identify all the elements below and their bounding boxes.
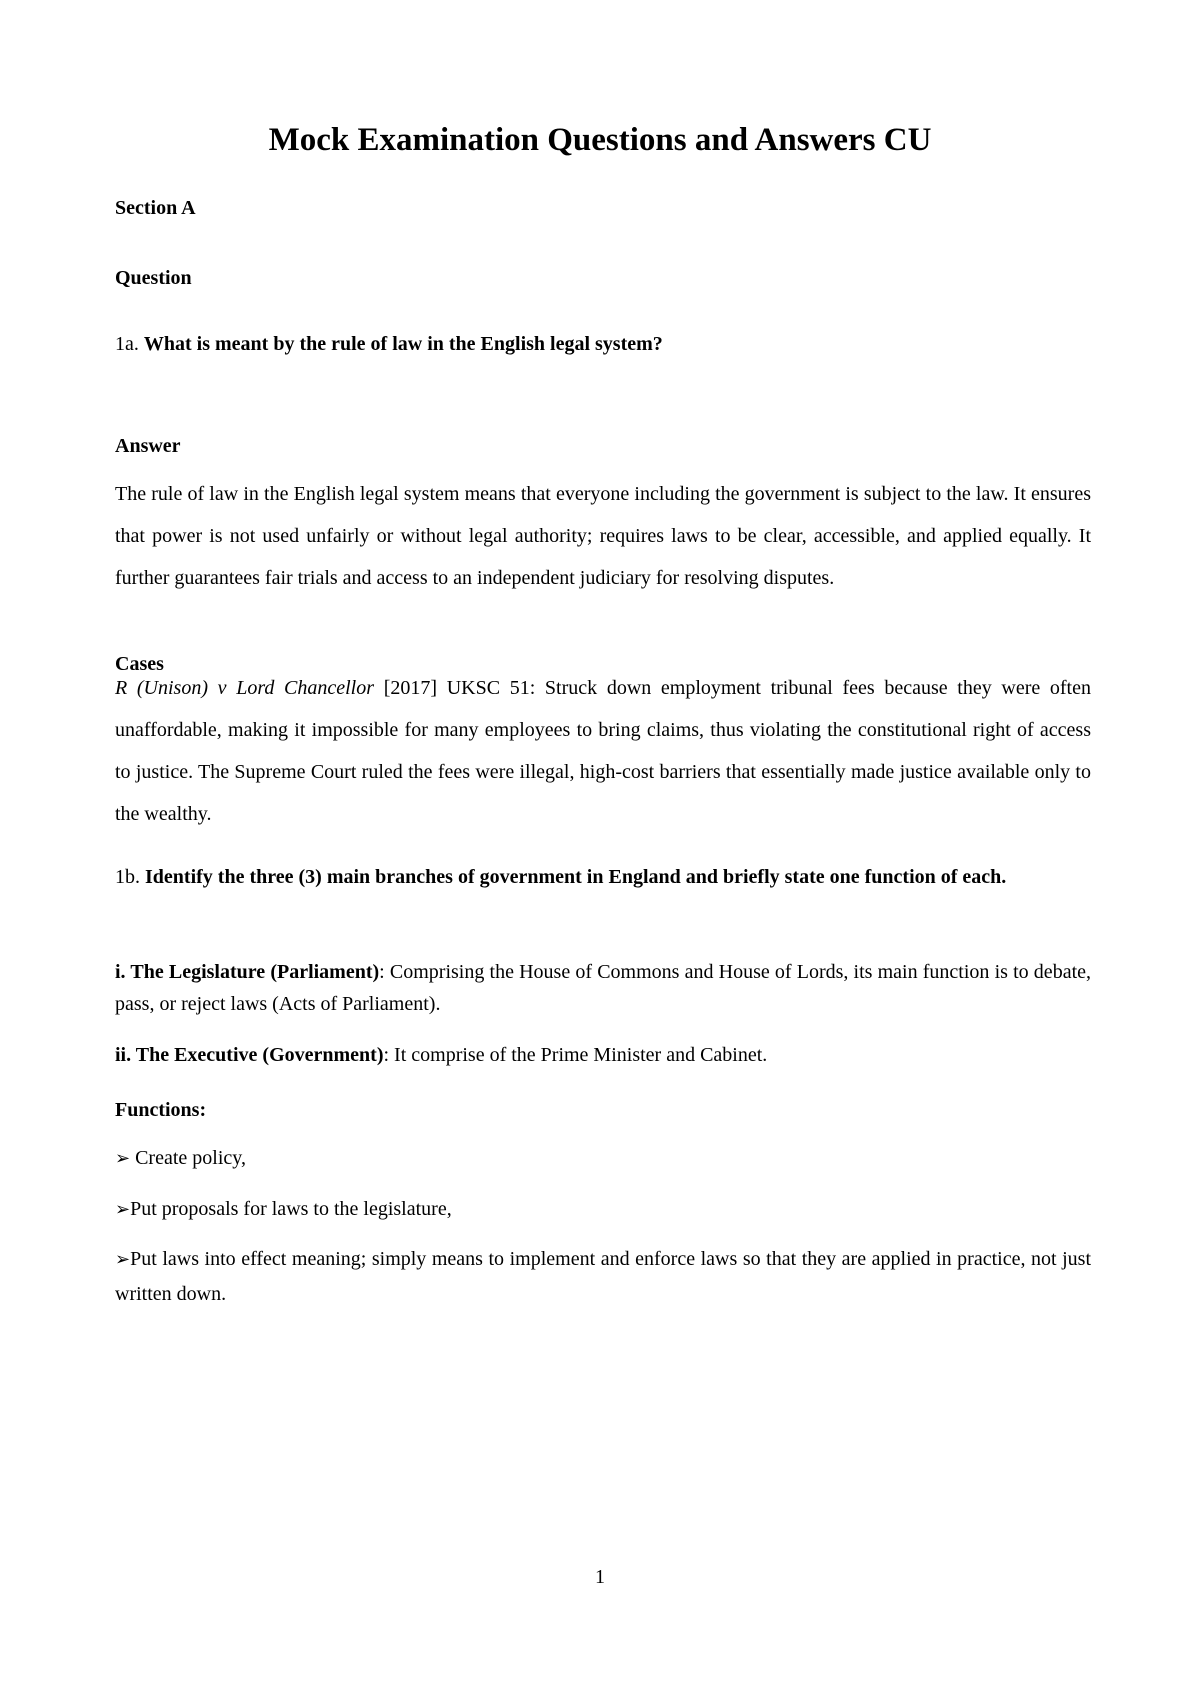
question-1b-number: 1b. (115, 866, 140, 888)
branch-legislature (115, 956, 1091, 1020)
question-1a-number: 1a. (115, 333, 139, 355)
arrow-bullet-icon: ➢ (115, 1249, 131, 1270)
answer-paragraph: The rule of law in the English legal system means that everyone including the government is subject to the law. It ensures that power is not used unfairly or without legal authority; requires laws to be clear, accessible, and applied equally. It further guarantees fair trials and access to an independent judiciary for resolving disputes. (115, 483, 1091, 589)
function-item-text: Put laws into effect meaning; simply means to implement and enforce laws so that they are applied in practice, not just written down. (115, 1248, 1091, 1305)
branch-executive-heading: ii. The Executive (Government) (115, 1044, 384, 1066)
answer-label: Answer (115, 435, 181, 457)
document-title: Mock Examination Questions and Answers CU (268, 122, 932, 158)
section-heading: Section A (115, 197, 196, 219)
functions-label: Functions: (115, 1099, 207, 1121)
function-item-text: Create policy, (130, 1147, 246, 1169)
question-1a-text: What is meant by the rule of law in the English legal system? (143, 333, 663, 355)
page-number: 1 (595, 1566, 605, 1588)
branch-executive-text: : It comprise of the Prime Minister and Cabinet. (383, 1044, 768, 1066)
cases-label: Cases (115, 653, 164, 675)
case-paragraph (115, 667, 1091, 835)
function-item-proposals (115, 1194, 1091, 1225)
question-1b (115, 863, 1091, 891)
function-item-text: Put proposals for laws to the legislature, (130, 1198, 452, 1220)
arrow-bullet-icon: ➢ (115, 1148, 131, 1169)
arrow-bullet-icon: ➢ (115, 1199, 131, 1220)
question-label: Question (115, 267, 192, 289)
branch-legislature-text: : Comprising the House of Commons and House of Lords, its main function is to debate, pass, or reject laws (Acts of Parliament). (115, 961, 1091, 1015)
case-name: R (Unison) v Lord Chancellor (115, 677, 375, 699)
branch-executive (115, 1040, 1091, 1070)
branch-legislature-heading: i. The Legislature (Parliament) (115, 961, 380, 983)
case-citation: [2017] UKSC 51: Struck down employment tribunal fees because they were often unaffordable, making it impossible for many employees to bring claims, thus violating the constitutional right of access to justice. The Supreme Court ruled the fees were illegal, high-cost barriers that essentially made justice available only to the wealthy. (115, 677, 1091, 825)
function-item-effect (115, 1242, 1091, 1311)
question-1a (115, 330, 1091, 358)
question-1b-text: Identify the three (3) main branches of government in England and briefly state one function of each. (145, 866, 1007, 888)
function-item-create-policy (115, 1143, 1091, 1174)
